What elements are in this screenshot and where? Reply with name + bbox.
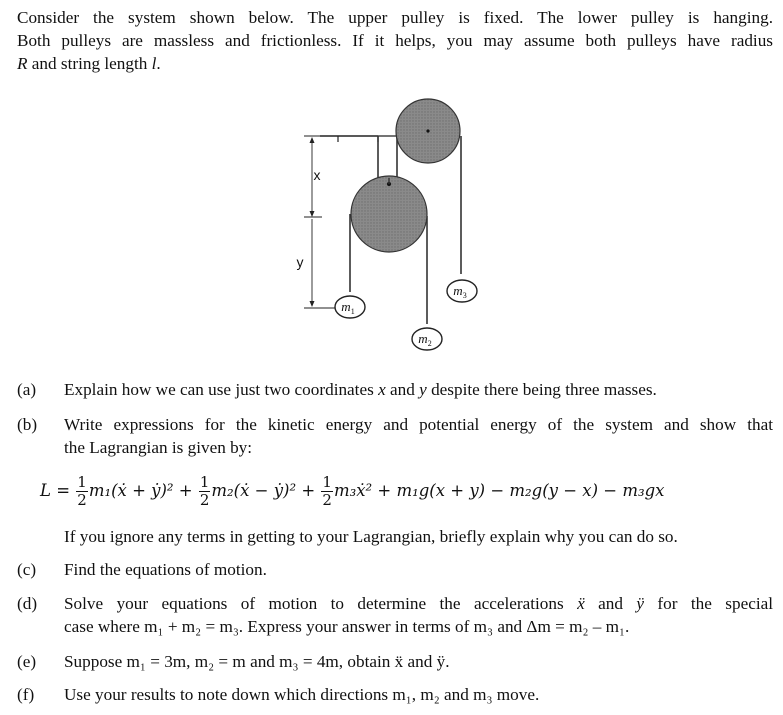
eq-term3: m₃ẋ² + m₁g(x + y) − m₂g(y − x) − m₃gx <box>333 481 665 500</box>
question-c-label: (c) <box>17 560 37 579</box>
lagrangian-equation <box>40 468 780 518</box>
lower-pulley <box>351 176 427 252</box>
var-l: l <box>151 54 157 73</box>
question-c <box>17 558 773 582</box>
eq-term1: m₁(ẋ + ẏ)² + <box>88 481 193 500</box>
question-b <box>17 413 773 461</box>
y-dimension <box>304 219 340 308</box>
intro-line-1: Consider the system shown below. The upper pulley is fixed. The lower pulley is hanging. <box>17 8 773 27</box>
eq-half-3-den: 2 <box>322 491 332 509</box>
upper-pulley <box>396 99 460 163</box>
eq-half-2 <box>199 474 211 509</box>
m2-letter: m <box>418 331 428 346</box>
question-b-label: (b) <box>17 415 38 434</box>
qd-ydd: ÿ <box>636 594 644 613</box>
question-a-text <box>64 378 773 401</box>
qd-line2: case where m₁ + m₂ = m₃. Express your answer in terms of m₃ and Δm = m₂ – m₁. <box>64 617 630 636</box>
label-x: x <box>313 167 321 183</box>
pulley-diagram <box>280 96 500 358</box>
m1-letter: m <box>341 299 351 314</box>
question-f-text: Use your results to note down which directions m₁, m₂ and m₃ move. <box>64 685 540 704</box>
question-f-label: (f) <box>17 685 35 704</box>
m1-sub: 1 <box>350 307 355 316</box>
eq-half-3 <box>321 474 333 509</box>
eq-half-2-num: 1 <box>199 473 210 491</box>
question-a <box>17 378 773 402</box>
qa-var-x: x <box>378 380 386 399</box>
problem-intro <box>17 6 773 75</box>
qa-t1: Explain how we can use just two coordinates <box>64 380 379 399</box>
intro-line-3-text: and string length <box>27 54 152 73</box>
m3-letter: m <box>453 283 463 298</box>
intro-line-3 <box>17 52 773 75</box>
eq-half-1 <box>76 474 88 509</box>
eq-half-3-num: 1 <box>322 473 332 491</box>
var-R: R <box>17 54 28 73</box>
eq-lhs: L = <box>40 481 71 500</box>
qb-after: If you ignore any terms in getting to your Lagrangian, briefly explain why you can do so. <box>64 527 678 546</box>
qd-line1c: for the special <box>644 594 773 613</box>
eq-half-2-den: 2 <box>199 491 210 509</box>
eq-half-1-den: 2 <box>77 491 87 509</box>
mass-m1 <box>335 296 365 318</box>
question-d <box>17 592 773 640</box>
question-d-label: (d) <box>17 594 38 613</box>
intro-line-2: Both pulleys are massless and frictionless. If it helps, you may assume both pulleys have radius <box>17 31 773 50</box>
qa-t2: and <box>385 380 420 399</box>
qd-line1 <box>64 592 773 615</box>
question-a-label: (a) <box>17 380 37 399</box>
qb-line2: the Lagrangian is given by: <box>64 438 253 457</box>
qa-var-y: y <box>419 380 427 399</box>
qa-t3: despite there being three masses. <box>426 380 657 399</box>
qd-line1b: and <box>584 594 637 613</box>
qb-line1: Write expressions for the kinetic energy and potential energy of the system and show that <box>64 415 773 434</box>
question-e <box>17 650 773 674</box>
eq-term2: m₂(ẋ − ẏ)² + <box>211 481 316 500</box>
qd-line1a: Solve your equations of motion to determine the accelerations <box>64 594 578 613</box>
question-f <box>17 683 773 707</box>
question-d-text <box>64 592 773 638</box>
mass-m3 <box>447 280 477 302</box>
m2-sub: 2 <box>427 339 432 348</box>
question-b-text <box>64 413 773 459</box>
question-e-label: (e) <box>17 652 37 671</box>
label-y: y <box>296 254 304 270</box>
qd-xdd: ẍ <box>577 594 585 613</box>
question-e-text: Suppose m₁ = 3m, m₂ = m and m₃ = 4m, obtain ẍ and ÿ. <box>64 652 450 671</box>
question-c-text: Find the equations of motion. <box>64 560 267 579</box>
mass-m2 <box>412 328 442 350</box>
intro-line-3-end: . <box>156 54 161 73</box>
eq-half-1-num: 1 <box>77 473 87 491</box>
m3-sub: 3 <box>462 291 467 300</box>
question-b-followup <box>17 525 773 549</box>
